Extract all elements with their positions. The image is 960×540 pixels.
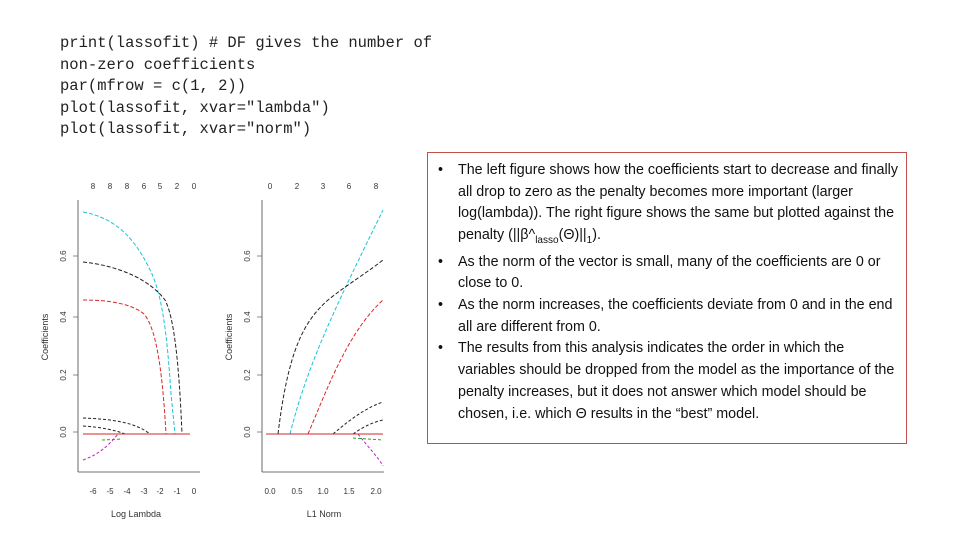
- df-label: 8: [90, 182, 96, 191]
- x-tick-label: 2.0: [370, 487, 382, 496]
- code-line: print(lassofit) # DF gives the number of: [60, 34, 433, 52]
- x-tick-label: 1.0: [317, 487, 329, 496]
- coef-path: [102, 439, 122, 440]
- df-label: 2: [294, 182, 300, 191]
- y-tick-label: 0.0: [243, 426, 252, 438]
- y-tick-label: 0.0: [59, 426, 68, 438]
- x-tick-labels: [89, 487, 196, 496]
- bullet-item: • As the norm increases, the coefficients deviate from 0 and in the end all are different from 0.: [438, 295, 898, 338]
- y-tick-labels: [243, 250, 252, 438]
- y-tick-label: 0.4: [243, 311, 252, 323]
- code-line: plot(lassofit, xvar="lambda"): [60, 98, 330, 117]
- df-label: 6: [141, 182, 147, 191]
- top-df-labels: [268, 182, 379, 191]
- x-tick-label: -2: [156, 487, 164, 496]
- coef-path: [308, 300, 383, 434]
- df-label: 8: [107, 182, 113, 191]
- x-tick-label: -5: [106, 487, 114, 496]
- y-tick-label: 0.4: [59, 311, 68, 323]
- bullet-item: • The left figure shows how the coefficients start to decrease and finally all drop to zero as the penalty becomes more important (larger log(lambda)). The right figure shows the same but plotted against the penalty $(||\beta\^{}_{lasso}(\Theta)||_1)$.: [438, 160, 898, 252]
- code-line: par(mfrow = c(1, 2)): [60, 77, 247, 96]
- y-axis-title: Coefficients: [40, 313, 50, 361]
- explanation-box: [427, 152, 907, 444]
- x-tick-label: 0.0: [264, 487, 276, 496]
- bullet-item: • As the norm of the vector is small, many of the coefficients are 0 or close to 0.: [438, 252, 898, 295]
- x-tick-label: -4: [123, 487, 131, 496]
- x-tick-label: 1.5: [343, 487, 355, 496]
- coef-path: [83, 262, 182, 434]
- x-tick-label: 0: [191, 487, 197, 496]
- y-axis-title: Coefficients: [224, 313, 234, 361]
- df-label: 0: [267, 182, 273, 191]
- df-label: 6: [346, 182, 352, 191]
- coef-path: [353, 420, 383, 434]
- df-label: 8: [373, 182, 379, 191]
- df-label: 8: [124, 182, 130, 191]
- df-label: 0: [191, 182, 197, 191]
- coef-path: [290, 210, 383, 434]
- lasso-norm-plot: [224, 172, 408, 522]
- code-line: non-zero coefficients: [60, 55, 256, 74]
- top-df-labels: [91, 182, 197, 191]
- x-tick-label: 0.5: [291, 487, 303, 496]
- x-axis-title: L1 Norm: [306, 509, 342, 519]
- coef-path: [83, 434, 118, 460]
- coef-path: [83, 426, 125, 434]
- x-tick-label: -6: [89, 487, 97, 496]
- coef-path: [353, 438, 383, 440]
- lasso-lambda-plot: [40, 172, 220, 522]
- coef-path: [83, 418, 150, 434]
- y-tick-label: 0.2: [59, 369, 68, 381]
- x-tick-label: -1: [173, 487, 181, 496]
- df-label: 5: [157, 182, 163, 191]
- x-tick-label: -3: [140, 487, 148, 496]
- code-line: plot(lassofit, xvar="norm"): [60, 120, 312, 139]
- bullet-list: [438, 160, 898, 425]
- y-tick-labels: [59, 250, 68, 438]
- df-label: 3: [320, 182, 326, 191]
- coef-path: [333, 402, 383, 434]
- x-tick-labels: [264, 487, 382, 496]
- bullet-item: • The results from this analysis indicates the order in which the variables should be dropped from the model as the importance of the penalty increases, but it does not answer which model should be chosen, i.e. which Θ results in the “best” model.: [438, 338, 898, 425]
- coef-path: [278, 260, 383, 434]
- y-tick-label: 0.2: [243, 369, 252, 381]
- coef-path: [83, 212, 175, 434]
- coef-path: [83, 300, 166, 434]
- x-axis-title: Log Lambda: [110, 509, 162, 519]
- y-tick-label: 0.6: [59, 250, 68, 262]
- r-code-block: [60, 33, 432, 141]
- y-tick-label: 0.6: [243, 250, 252, 262]
- df-label: 2: [174, 182, 180, 191]
